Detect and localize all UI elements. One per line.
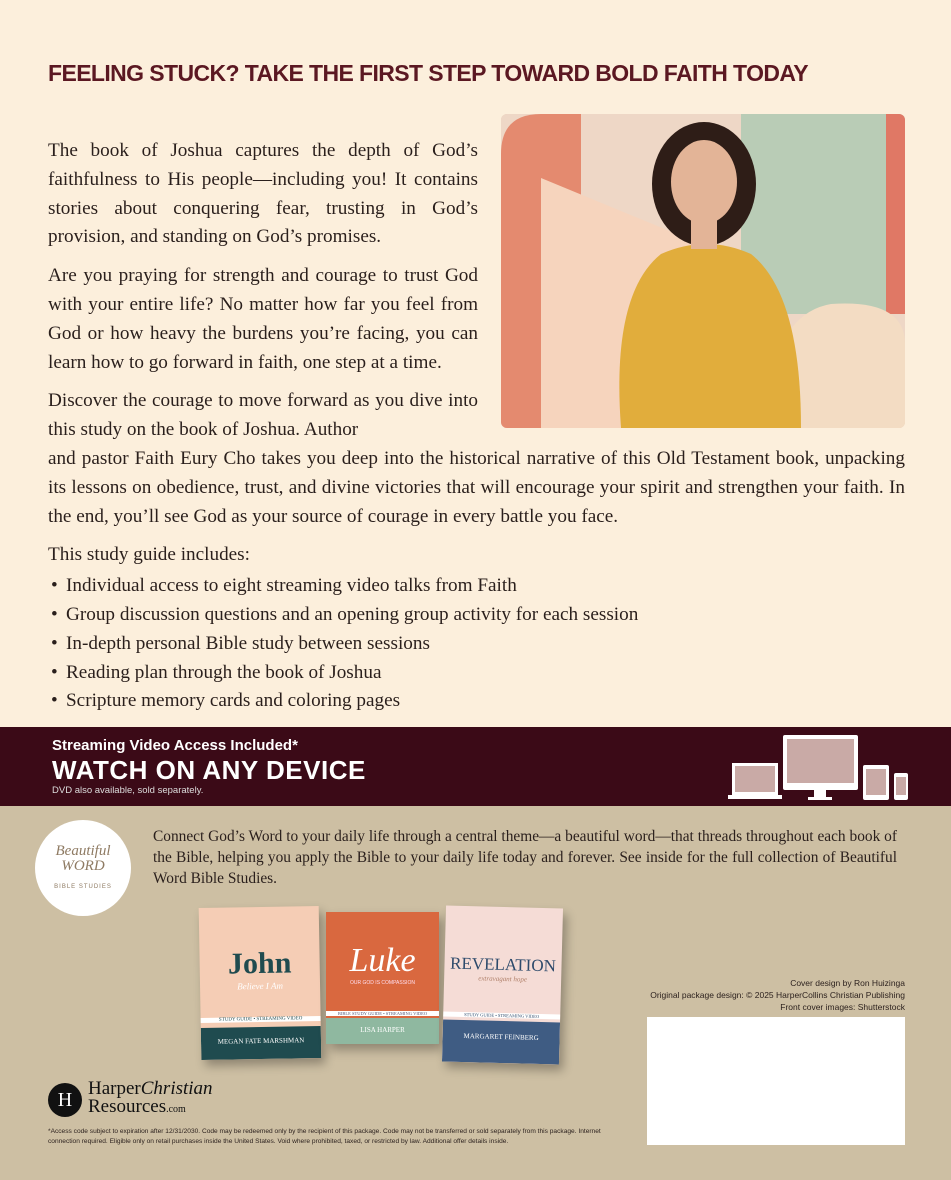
- credit-line: Cover design by Ron Huizinga: [790, 978, 905, 988]
- streaming-banner: [0, 727, 951, 806]
- includes-list: [48, 572, 905, 716]
- book-author: MARGARET FEINBERG: [442, 1019, 560, 1064]
- includes-label: This study guide includes:: [48, 544, 250, 566]
- list-item: • In-depth personal Bible study between sessions: [48, 630, 905, 659]
- paragraph: Discover the courage to move forward as you dive into this study on the book of Joshua. Author: [48, 390, 478, 441]
- list-item: • Individual access to eight streaming video talks from Faith: [48, 572, 905, 601]
- publisher-text: .com: [166, 1104, 186, 1115]
- book-cover-revelation: [442, 905, 563, 1064]
- book-band: STUDY GUIDE • STREAMING VIDEO: [201, 1016, 321, 1023]
- streaming-label: Streaming Video Access Included*: [52, 737, 298, 754]
- dvd-note: DVD also available, sold separately.: [52, 785, 204, 796]
- fine-print: *Access code subject to expiration after 12/31/2030. Code may be redeemed only by the recipient of this package. Code may not be transferred or sold separately from this package. Internet connection required. Eligible only on retail purchases inside the United States. Void where prohibited, taxed, or restricted by law. Additional offer details inside.: [48, 1128, 601, 1145]
- publisher-text: Christian: [140, 1078, 213, 1099]
- watch-headline: WATCH ON ANY DEVICE: [52, 755, 366, 785]
- book-cover-luke: [326, 912, 439, 1044]
- book-cover-john: [199, 906, 322, 1060]
- paragraph: and pastor Faith Eury Cho takes you deep into the historical narrative of this Old Testament book, unpacking its lessons on obedience, trust, and divine victories that will encourage your spirit and strengthen your faith. In the end, you’ll see God as your source of courage in every battle you face.: [48, 447, 905, 527]
- publisher-logo: [48, 1080, 213, 1119]
- book-band: BIBLE STUDY GUIDE • STREAMING VIDEO: [326, 1011, 439, 1016]
- list-item: • Group discussion questions and an opening group activity for each session: [48, 601, 905, 630]
- book-band: STUDY GUIDE • STREAMING VIDEO: [443, 1011, 560, 1019]
- series-description: Connect God’s Word to your daily life through a central theme—a beautiful word—that threads throughout each book of the Bible, helping you apply the Bible to your daily life today and forever. See inside for the full collection of Beautiful Word Bible Studies.: [153, 828, 897, 887]
- credit-line: Original package design: © 2025 HarperCollins Christian Publishing: [650, 990, 905, 1000]
- barcode-area: [647, 1017, 905, 1145]
- book-subtitle: extravagant hope: [478, 974, 528, 984]
- description: [48, 137, 905, 716]
- publisher-text: Resources: [88, 1096, 167, 1117]
- paragraph: The book of Joshua captures the depth of God’s faithfulness to His people—including you! It contains stories about conquering fear, trusting in God’s provision, and standing on God’s promises.: [48, 140, 478, 248]
- publisher-mark-icon: H: [48, 1083, 82, 1117]
- list-item: • Scripture memory cards and coloring pages: [48, 687, 905, 716]
- book-author: LISA HARPER: [326, 1018, 439, 1044]
- devices-icon: [728, 733, 910, 803]
- headline: FEELING STUCK? TAKE THE FIRST STEP TOWARD BOLD FAITH TODAY: [48, 60, 809, 86]
- book-title: John: [227, 946, 292, 981]
- book-author: MEGAN FATE MARSHMAN: [201, 1026, 322, 1060]
- book-title: REVELATION: [449, 953, 557, 976]
- credits: [650, 977, 905, 1013]
- book-subtitle: OUR GOD IS COMPASSION: [350, 980, 415, 986]
- beautiful-word-logo: [35, 820, 131, 916]
- list-item: • Reading plan through the book of Joshua: [48, 659, 905, 688]
- book-title: Luke: [349, 942, 416, 979]
- publisher-text: Harper: [88, 1078, 141, 1099]
- logo-text: WORD: [61, 858, 105, 874]
- logo-text: BIBLE STUDIES: [54, 884, 112, 890]
- logo-text: Beautiful: [55, 843, 111, 859]
- credit-line: Front cover images: Shutterstock: [780, 1002, 905, 1012]
- paragraph: Are you praying for strength and courage to trust God with your entire life? No matter how far you feel from God or how heavy the burdens you’re facing, you can learn how to go forward in faith, one step at a time.: [48, 265, 478, 373]
- book-subtitle: Believe I Am: [237, 980, 284, 992]
- publisher-name: [88, 1080, 213, 1119]
